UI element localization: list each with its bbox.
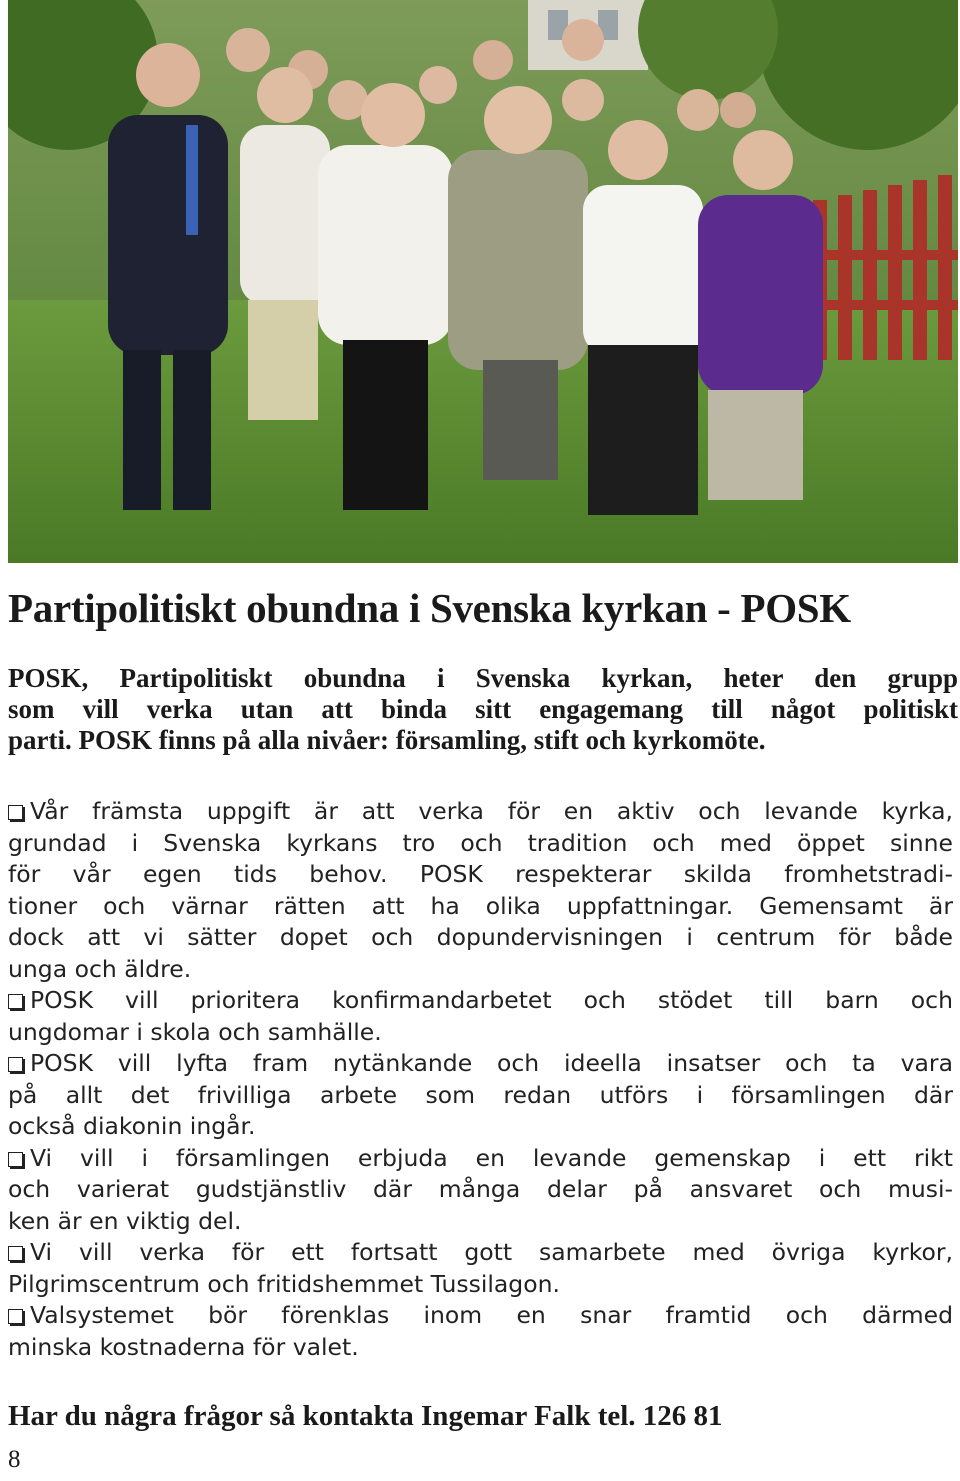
list-item-line: Pilgrimscentrum och fritidshemmet Tussilagon. — [8, 1269, 560, 1298]
group-photo — [8, 0, 958, 563]
list-item — [8, 796, 953, 985]
list-item-line: ken är en viktig del. — [8, 1206, 242, 1235]
intro-line: POSK, Partipolitiskt obundna i Svenska kyrkan, heter den grupp — [8, 663, 958, 693]
list-item-line: också diakonin ingår. — [8, 1112, 256, 1140]
list-item — [8, 985, 953, 1048]
list-item-line: Vi vill verka för ett fortsatt gott samarbete med övriga kyrkor, — [30, 1238, 953, 1266]
list-item — [8, 1048, 953, 1143]
contact-line: Har du några frågor så kontakta Ingemar Falk tel. 126 81 — [8, 1400, 723, 1432]
list-item-line: minska kostnaderna för valet. — [8, 1332, 359, 1361]
list-item-line: POSK vill prioritera konfirmandarbetet och stödet till barn och — [30, 986, 953, 1014]
list-item — [8, 1300, 953, 1363]
page-title: Partipolitiskt obundna i Svenska kyrkan - POSK — [8, 585, 851, 631]
list-item-line: Vi vill i församlingen erbjuda en levande gemenskap i ett rikt — [30, 1143, 953, 1172]
list-item — [8, 1237, 953, 1300]
checkbox-bullet-icon — [8, 805, 23, 820]
list-item-line: för vår egen tids behov. POSK respekterar skilda fromhetstradi- — [8, 860, 953, 888]
intro-line: parti. POSK finns på alla nivåer: församling, stift och kyrkomöte. — [8, 725, 766, 755]
group-photo-icon — [8, 0, 958, 563]
list-item-line: och varierat gudstjänstliv där många delar på ansvaret och musi- — [8, 1175, 953, 1203]
list-item-line: ungdomar i skola och samhälle. — [8, 1017, 382, 1046]
checkbox-bullet-icon — [8, 1309, 23, 1324]
list-item-line: unga och äldre. — [8, 954, 192, 983]
list-item-line: POSK vill lyfta fram nytänkande och ideella insatser och ta vara — [30, 1049, 953, 1077]
list-item-line: dock att vi sätter dopet och dopundervisningen i centrum för både — [8, 923, 953, 951]
checkbox-bullet-icon — [8, 994, 23, 1009]
intro-line: som vill verka utan att binda sitt engagemang till något politiskt — [8, 694, 958, 724]
list-item-line: Vår främsta uppgift är att verka för en aktiv och levande kyrka, — [30, 797, 953, 825]
checkbox-bullet-icon — [8, 1246, 23, 1261]
page-number: 8 — [8, 1446, 21, 1473]
list-item-line: grundad i Svenska kyrkans tro och tradition och med öppet sinne — [8, 828, 953, 857]
list-item-line: Valsystemet bör förenklas inom en snar framtid och därmed — [30, 1301, 953, 1329]
list-item — [8, 1143, 953, 1238]
list-item-line: tioner och värnar rätten att ha olika uppfattningar. Gemensamt är — [8, 891, 953, 920]
goals-list — [8, 796, 953, 1363]
list-item-line: på allt det frivilliga arbete som redan utförs i församlingen där — [8, 1080, 953, 1109]
checkbox-bullet-icon — [8, 1057, 23, 1072]
checkbox-bullet-icon — [8, 1152, 23, 1167]
intro-paragraph — [8, 663, 958, 756]
